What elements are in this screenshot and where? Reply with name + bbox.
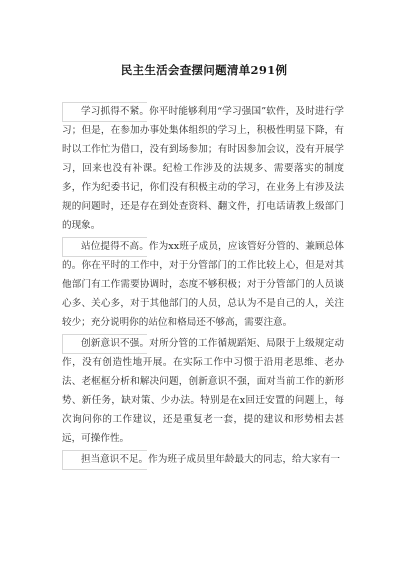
paragraph-responsibility: 担当意识不足。作为班子成员里年龄最大的同志，给大家有一 [62, 450, 344, 469]
document-title: 民主生活会查摆问题清单291例 [120, 63, 288, 77]
document-body [62, 102, 344, 471]
paragraph-study: 学习抓得不紧。你平时能够利用“学习强国”软件，及时进行学习；但是，在参加办事处集体组织的学习上，积极性明显下降，有时以工作忙为借口，没有到场参加；有时因参加会议，没有开展学习，回来也没有补课。纪检工作涉及的法规多、需要落实的制度多，作为纪委书记，你们没有积极主动的学习，在业务上有涉及法规的问题时，还是存在到处查资料、翻文件，打电话请教上级部门的现象。 [62, 102, 344, 235]
paragraph-position: 站位提得不高。作为xx班子成员，应该管好分管的、兼顾总体的。你在平时的工作中，对于分管部门的工作比较上心，但是对其他部门有工作需要协调时，态度不够积极；对于分管部门的人员谈心多、关心多，对于其他部门的人员，总认为不是自己的人，关注较少；充分说明你的站位和格局还不够高，需要注意。 [62, 237, 344, 332]
paragraph-innovation: 创新意识不强。对所分管的工作循规蹈矩、局限于上级规定动作，没有创造性地开展。在实际工作中习惯于沿用老思维、老办法、老框框分析和解决问题，创新意识不强，面对当前工作的新形势、新任务，缺对策、少办法。特别是在x回迁安置的问题上，每次询问你的工作建议，还是重复老一套，提的建议和形势相去甚远，可操作性。 [62, 334, 344, 448]
